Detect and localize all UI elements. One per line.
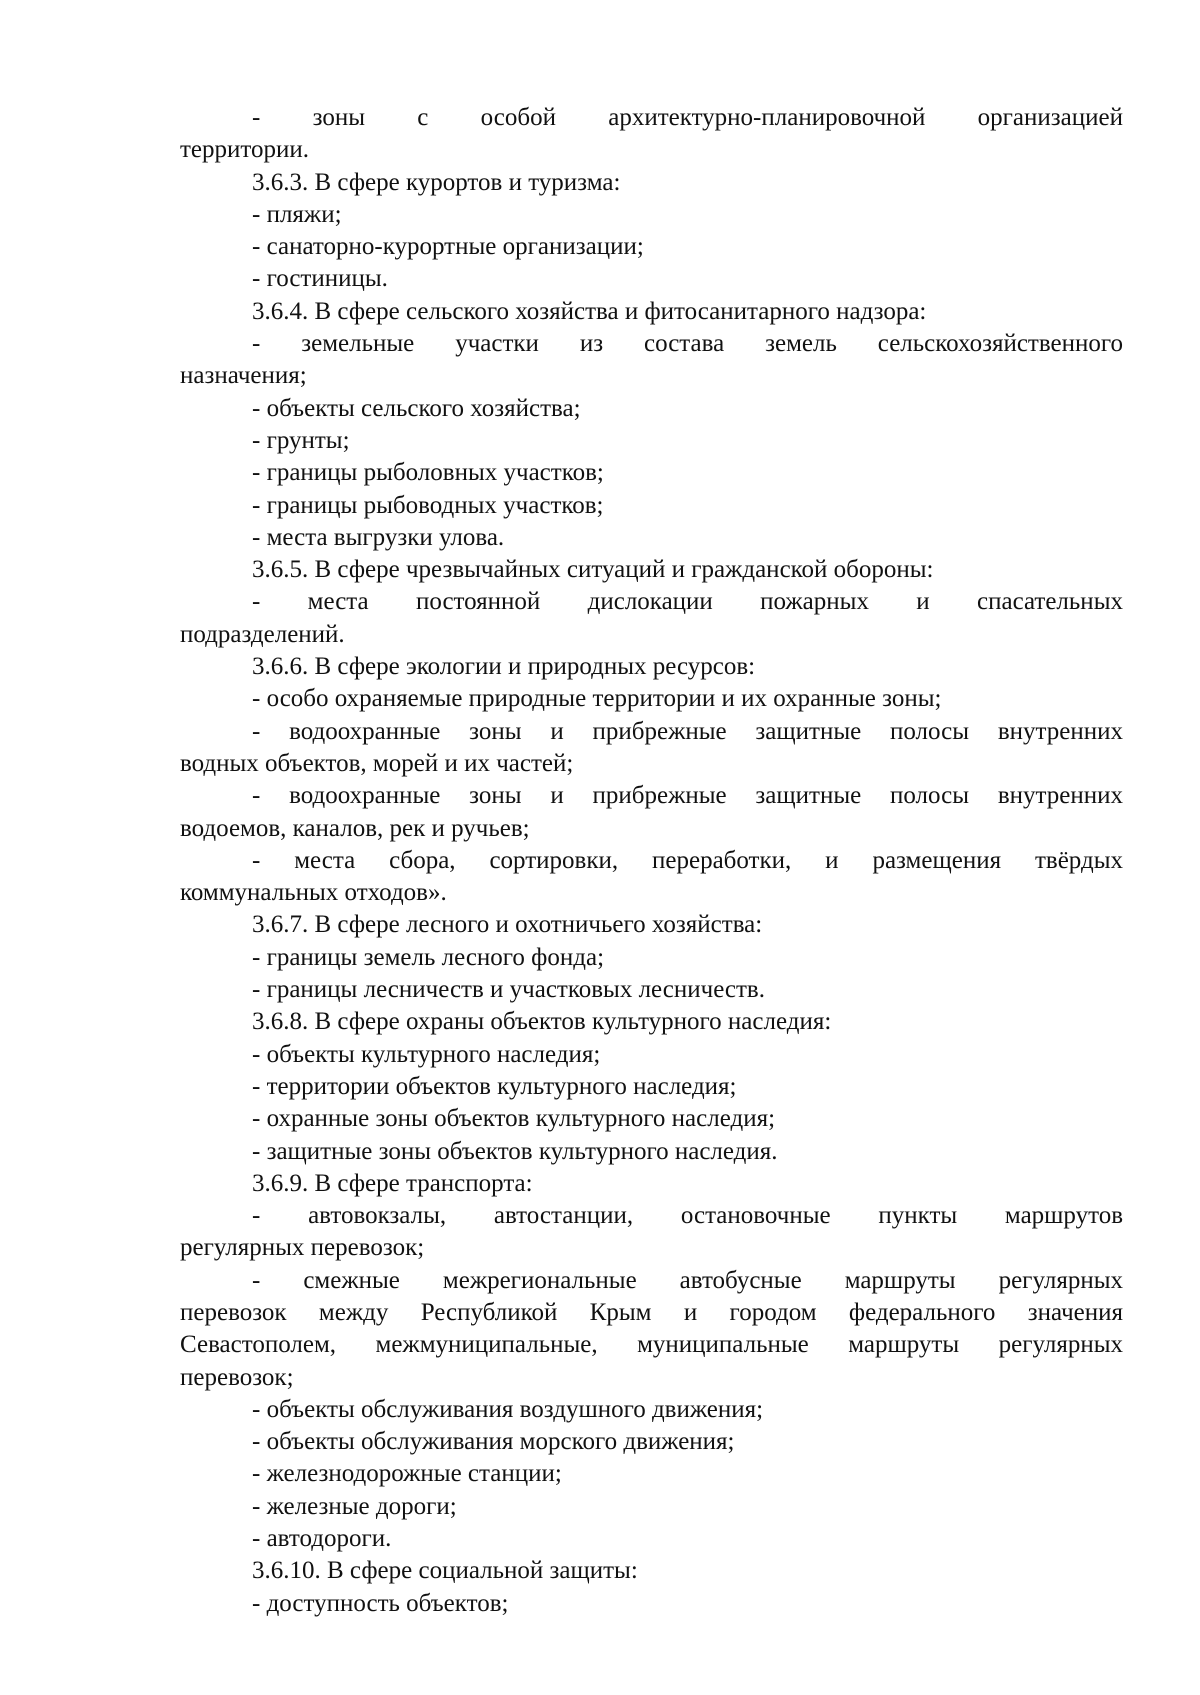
text-line: - автовокзалы, автостанции, остановочные пункты маршрутов <box>252 1202 1123 1230</box>
text-line: - водоохранные зоны и прибрежные защитные полосы внутренних <box>252 717 1123 745</box>
text-line: - автодороги. <box>252 1525 392 1553</box>
text-line: 3.6.9. В сфере транспорта: <box>252 1169 533 1197</box>
text-line: - доступность объектов; <box>252 1589 509 1617</box>
text-line: 3.6.10. В сфере социальной защиты: <box>252 1557 638 1585</box>
document-body <box>180 102 1123 1620</box>
text-line: - земельные участки из состава земель сельскохозяйственного <box>252 330 1123 358</box>
text-line: - санаторно-курортные организации; <box>252 233 644 261</box>
text-line: - границы рыболовных участков; <box>252 459 604 487</box>
text-line: - гостиницы. <box>252 265 388 293</box>
text-line: Севастополем, межмуниципальные, муниципальные маршруты регулярных <box>180 1331 1123 1359</box>
text-line: - места сбора, сортировки, переработки, и размещения твёрдых <box>252 846 1123 874</box>
text-line: - территории объектов культурного наследия; <box>252 1072 737 1100</box>
text-line: - смежные межрегиональные автобусные маршруты регулярных <box>252 1266 1123 1294</box>
text-line: назначения; <box>180 362 307 390</box>
text-line: - железнодорожные станции; <box>252 1460 562 1488</box>
text-line: - границы земель лесного фонда; <box>252 943 605 971</box>
text-line: 3.6.6. В сфере экологии и природных ресурсов: <box>252 653 756 681</box>
text-line: - объекты обслуживания морского движения; <box>252 1428 735 1456</box>
text-line: - зоны с особой архитектурно-планировочной организацией <box>252 104 1123 131</box>
text-line: 3.6.5. В сфере чрезвычайных ситуаций и гражданской обороны: <box>252 556 934 584</box>
text-line: - места выгрузки улова. <box>252 523 505 551</box>
text-line: водоемов, каналов, рек и ручьев; <box>180 814 530 842</box>
text-line: 3.6.7. В сфере лесного и охотничьего хозяйства: <box>252 911 763 939</box>
text-line: - объекты культурного наследия; <box>252 1040 601 1068</box>
text-line: - объекты сельского хозяйства; <box>252 394 581 422</box>
text-line: - объекты обслуживания воздушного движения; <box>252 1395 764 1423</box>
text-line: подразделений. <box>180 620 345 648</box>
text-line: - особо охраняемые природные территории и их охранные зоны; <box>252 685 942 713</box>
text-line: - охранные зоны объектов культурного наследия; <box>252 1105 776 1133</box>
text-line: - пляжи; <box>252 200 342 228</box>
text-line: - защитные зоны объектов культурного наследия. <box>252 1137 778 1165</box>
text-line: водных объектов, морей и их частей; <box>180 749 574 777</box>
text-line: - железные дороги; <box>252 1492 457 1520</box>
text-line: 3.6.3. В сфере курортов и туризма: <box>252 168 621 196</box>
text-line: перевозок между Республикой Крым и городом федерального значения <box>180 1298 1123 1326</box>
text-line: - водоохранные зоны и прибрежные защитные полосы внутренних <box>252 782 1123 810</box>
text-line: регулярных перевозок; <box>180 1234 425 1262</box>
text-line: - места постоянной дислокации пожарных и спасательных <box>252 588 1123 616</box>
text-line: 3.6.8. В сфере охраны объектов культурного наследия: <box>252 1008 832 1036</box>
text-line: - границы рыбоводных участков; <box>252 491 604 519</box>
text-line: - границы лесничеств и участковых лесничеств. <box>252 976 765 1004</box>
text-line: территории. <box>180 136 310 164</box>
text-line: - грунты; <box>252 426 350 454</box>
text-line: 3.6.4. В сфере сельского хозяйства и фитосанитарного надзора: <box>252 297 927 325</box>
text-line: коммунальных отходов». <box>180 879 447 907</box>
text-line: перевозок; <box>180 1363 294 1391</box>
